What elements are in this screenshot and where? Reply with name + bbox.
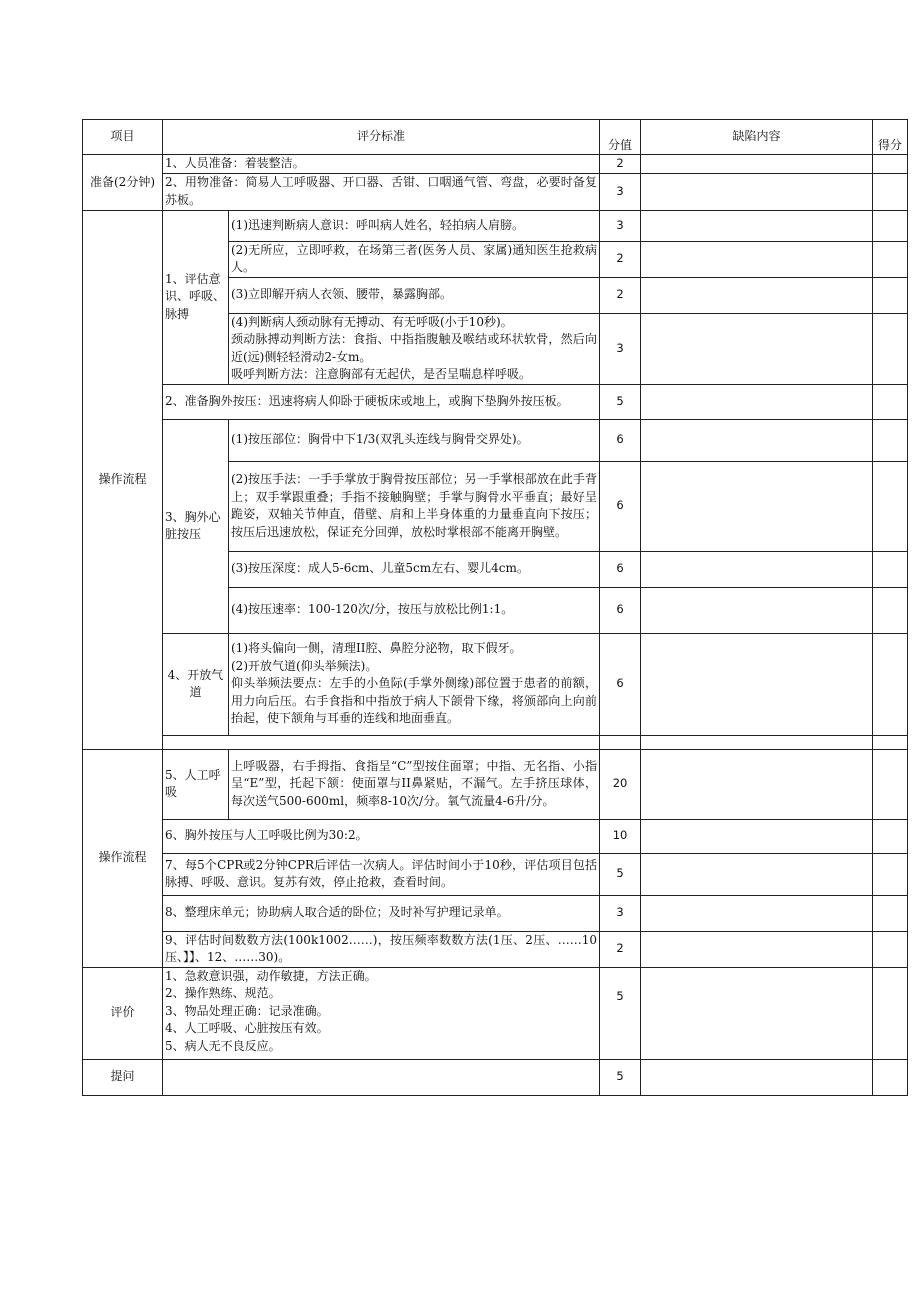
defect-cell[interactable] <box>641 461 873 551</box>
breath-row <box>83 749 908 819</box>
defect-cell[interactable] <box>641 587 873 633</box>
points-cell: 2 <box>600 931 641 967</box>
score-cell[interactable] <box>873 819 908 853</box>
points-cell: 5 <box>600 1059 641 1095</box>
points-cell: 2 <box>600 241 641 277</box>
cpr-position: (1)按压部位：胸骨中下1/3(双乳头连线与胸骨交界处)。 <box>229 419 600 461</box>
score-cell[interactable] <box>873 210 908 241</box>
points-cell: 3 <box>600 210 641 241</box>
defect-cell[interactable] <box>641 210 873 241</box>
ratio-text: 6、胸外按压与人工呼吸比例为30:2。 <box>163 819 600 853</box>
assess-breath-method: 吸呼判断方法：注意胸部有无起伏，是否呈喘息样呼吸。 <box>231 367 532 381</box>
points-cell: 5 <box>600 853 641 895</box>
defect-cell[interactable] <box>641 967 873 1059</box>
points-cell: 5 <box>600 384 641 419</box>
score-cell[interactable] <box>873 1059 908 1095</box>
ratio-row <box>83 819 908 853</box>
cpr-technique: (2)按压手法：一手手掌放于胸骨按压部位；另一手掌根部放在此手背上；双手掌跟重叠；手指不接触胸壁；手掌与胸骨水平垂直；最好呈跪姿，双轴关节伸直，借壁、肩和上半身体重的力量垂直向下按压；按压后迅速放松，保证充分回弹，放松时掌根部不能离开胸壁。 <box>229 461 600 551</box>
header-row <box>83 120 908 155</box>
process-label-2: 操作流程 <box>83 749 163 967</box>
defect-cell[interactable] <box>641 241 873 277</box>
airway-step-1: (1)将头偏向一侧，清理II腔、鼻腔分泌物，取下假牙。 <box>231 641 522 656</box>
score-cell[interactable] <box>873 587 908 633</box>
defect-cell[interactable] <box>641 931 873 967</box>
prepare-compress: 2、准备胸外按压：迅速将病人仰卧于硬板床或地上，或胸下垫胸外按压板。 <box>163 384 600 419</box>
counting-row <box>83 931 908 967</box>
points-cell: 6 <box>600 587 641 633</box>
evaluation-items <box>163 967 600 1059</box>
prep-personnel: 1、人员准备：着装整洁。 <box>163 155 600 174</box>
cpr-depth: (3)按压深度：成人5-6cm、儿童5cm左右、婴儿4cm。 <box>229 551 600 587</box>
airway-row <box>83 633 908 735</box>
points-cell: 2 <box>600 155 641 174</box>
header-criteria: 评分标准 <box>163 120 600 155</box>
evaluation-item-2: 2、操作熟练、规范。 <box>165 986 281 1000</box>
score-cell[interactable] <box>873 967 908 1059</box>
airway-step-2: (2)开放气道(仰头举频法)。 <box>231 658 378 673</box>
defect-cell[interactable] <box>641 735 873 749</box>
defect-cell[interactable] <box>641 173 873 210</box>
defect-cell[interactable] <box>641 1059 873 1095</box>
evaluation-item-1: 1、急救意识强，动作敏捷，方法正确。 <box>165 968 377 983</box>
points-cell: 6 <box>600 551 641 587</box>
question-row <box>83 1059 908 1095</box>
score-cell[interactable] <box>873 384 908 419</box>
reassess-text: 7、每5个CPR或2分钟CPR后评估一次病人。评估时间小于10秒，评估项目包括脉搏、呼吸、意识。复苏有效，停止抢救，查看时间。 <box>163 853 600 895</box>
assess-row-1 <box>83 210 908 241</box>
points-cell: 10 <box>600 819 641 853</box>
reassess-row <box>83 853 908 895</box>
assess-consciousness: (1)迅速判断病人意识：呼叫病人姓名，轻拍病人肩膀。 <box>229 210 600 241</box>
score-cell[interactable] <box>873 173 908 210</box>
assess-pulse-breath <box>229 313 600 384</box>
assess-pulse-method: 颈动脉搏动判断方法：食指、中指指腹触及喉结或环状软骨，然后向近(远)侧轻轻滑动2-女m。 <box>231 332 598 364</box>
points-cell: 5 <box>600 967 641 1059</box>
score-cell[interactable] <box>873 895 908 931</box>
score-cell[interactable] <box>873 853 908 895</box>
points-cell: 20 <box>600 749 641 819</box>
defect-cell[interactable] <box>641 551 873 587</box>
score-cell[interactable] <box>873 633 908 735</box>
defect-cell[interactable] <box>641 749 873 819</box>
points-cell: 6 <box>600 419 641 461</box>
score-cell[interactable] <box>873 931 908 967</box>
evaluation-item-5: 5、病人无不良反应。 <box>165 1038 281 1053</box>
tidy-row <box>83 895 908 931</box>
score-cell[interactable] <box>873 241 908 277</box>
points-cell: 6 <box>600 461 641 551</box>
breath-label: 5、人工呼吸 <box>163 749 229 819</box>
counting-text: 9、评估时间数数方法(100k1002……)，按压频率数数方法(1压、2压、……10压、】】、12、……30)。 <box>163 931 600 967</box>
score-cell[interactable] <box>873 313 908 384</box>
spacer-cell <box>163 735 600 749</box>
header-item: 项目 <box>83 120 163 155</box>
defect-cell[interactable] <box>641 895 873 931</box>
cpr-rate: (4)按压速率：100-120次/分，按压与放松比例1:1。 <box>229 587 600 633</box>
evaluation-label: 评价 <box>83 967 163 1059</box>
score-cell[interactable] <box>873 155 908 174</box>
defect-cell[interactable] <box>641 853 873 895</box>
header-points: 分值 <box>600 120 641 155</box>
question-text <box>163 1059 600 1095</box>
score-cell[interactable] <box>873 419 908 461</box>
defect-cell[interactable] <box>641 313 873 384</box>
defect-cell[interactable] <box>641 155 873 174</box>
evaluation-item-4: 4、人工呼吸、心脏按压有效。 <box>165 1021 329 1035</box>
prep-supplies: 2、用物准备：简易人工呼吸器、开口器、舌钳、口咽通气管、弯盘，必要时备复苏板。 <box>163 173 600 210</box>
header-defects: 缺陷内容 <box>641 120 873 155</box>
points-cell: 6 <box>600 633 641 735</box>
prepare-compress-row <box>83 384 908 419</box>
assess-expose-chest: (3)立即解开病人衣领、腰带，暴露胸部。 <box>229 277 600 313</box>
points-cell: 3 <box>600 313 641 384</box>
evaluation-row <box>83 967 908 1059</box>
points-cell: 3 <box>600 895 641 931</box>
assess-pulse-line: (4)判断病人颈动脉有无搏动、有无呼吸(小于10秒)。 <box>231 314 513 329</box>
defect-cell[interactable] <box>641 277 873 313</box>
score-cell[interactable] <box>873 461 908 551</box>
header-score: 得分 <box>873 120 908 155</box>
breath-steps: 上呼吸器，右手拇指、食指呈“C”型按住面罩；中指、无名指、小指呈“E”型，托起下颔：使面罩与II鼻紧贴，不漏气。左手挤压球体，每次送气500-600ml，频率8-10次/分。氧气流量4-6升/分。 <box>229 749 600 819</box>
question-label: 提问 <box>83 1059 163 1095</box>
scoring-table <box>82 119 908 1096</box>
defect-cell[interactable] <box>641 419 873 461</box>
score-cell[interactable] <box>873 277 908 313</box>
points-cell: 2 <box>600 277 641 313</box>
prep-label: 准备(2分钟) <box>83 155 163 211</box>
score-cell[interactable] <box>873 735 908 749</box>
assess-label: 1、评估意识、呼吸、脉搏 <box>163 210 229 384</box>
prep-row-2 <box>83 173 908 210</box>
score-cell[interactable] <box>873 551 908 587</box>
evaluation-item-3: 3、物品处理正确：记录准确。 <box>165 1003 329 1018</box>
defect-cell[interactable] <box>641 633 873 735</box>
airway-step-3: 仰头举频法要点：左手的小鱼际(手掌外侧缘)部位置于患者的前额，用力向后压。右手食指和中指放于病人下颌骨下缘，将颁部向上向前抬起，使下颔角与耳垂的连线和地面垂直。 <box>231 676 598 726</box>
airway-steps <box>229 633 600 735</box>
process-label: 操作流程 <box>83 210 163 749</box>
prep-row-1 <box>83 155 908 174</box>
cpr-label: 3、胸外心脏按压 <box>163 419 229 633</box>
spacer-row <box>83 735 908 749</box>
score-cell[interactable] <box>873 749 908 819</box>
defect-cell[interactable] <box>641 384 873 419</box>
tidy-text: 8、整理床单元；协助病人取合适的卧位；及时补写护理记录单。 <box>163 895 600 931</box>
spacer-cell <box>600 735 641 749</box>
points-cell: 3 <box>600 173 641 210</box>
airway-label: 4、开放气道 <box>163 633 229 735</box>
assess-call-help: (2)无所应，立即呼救，在场第三者(医务人员、家属)通知医生抢救病人。 <box>229 241 600 277</box>
defect-cell[interactable] <box>641 819 873 853</box>
cpr-row-1 <box>83 419 908 461</box>
